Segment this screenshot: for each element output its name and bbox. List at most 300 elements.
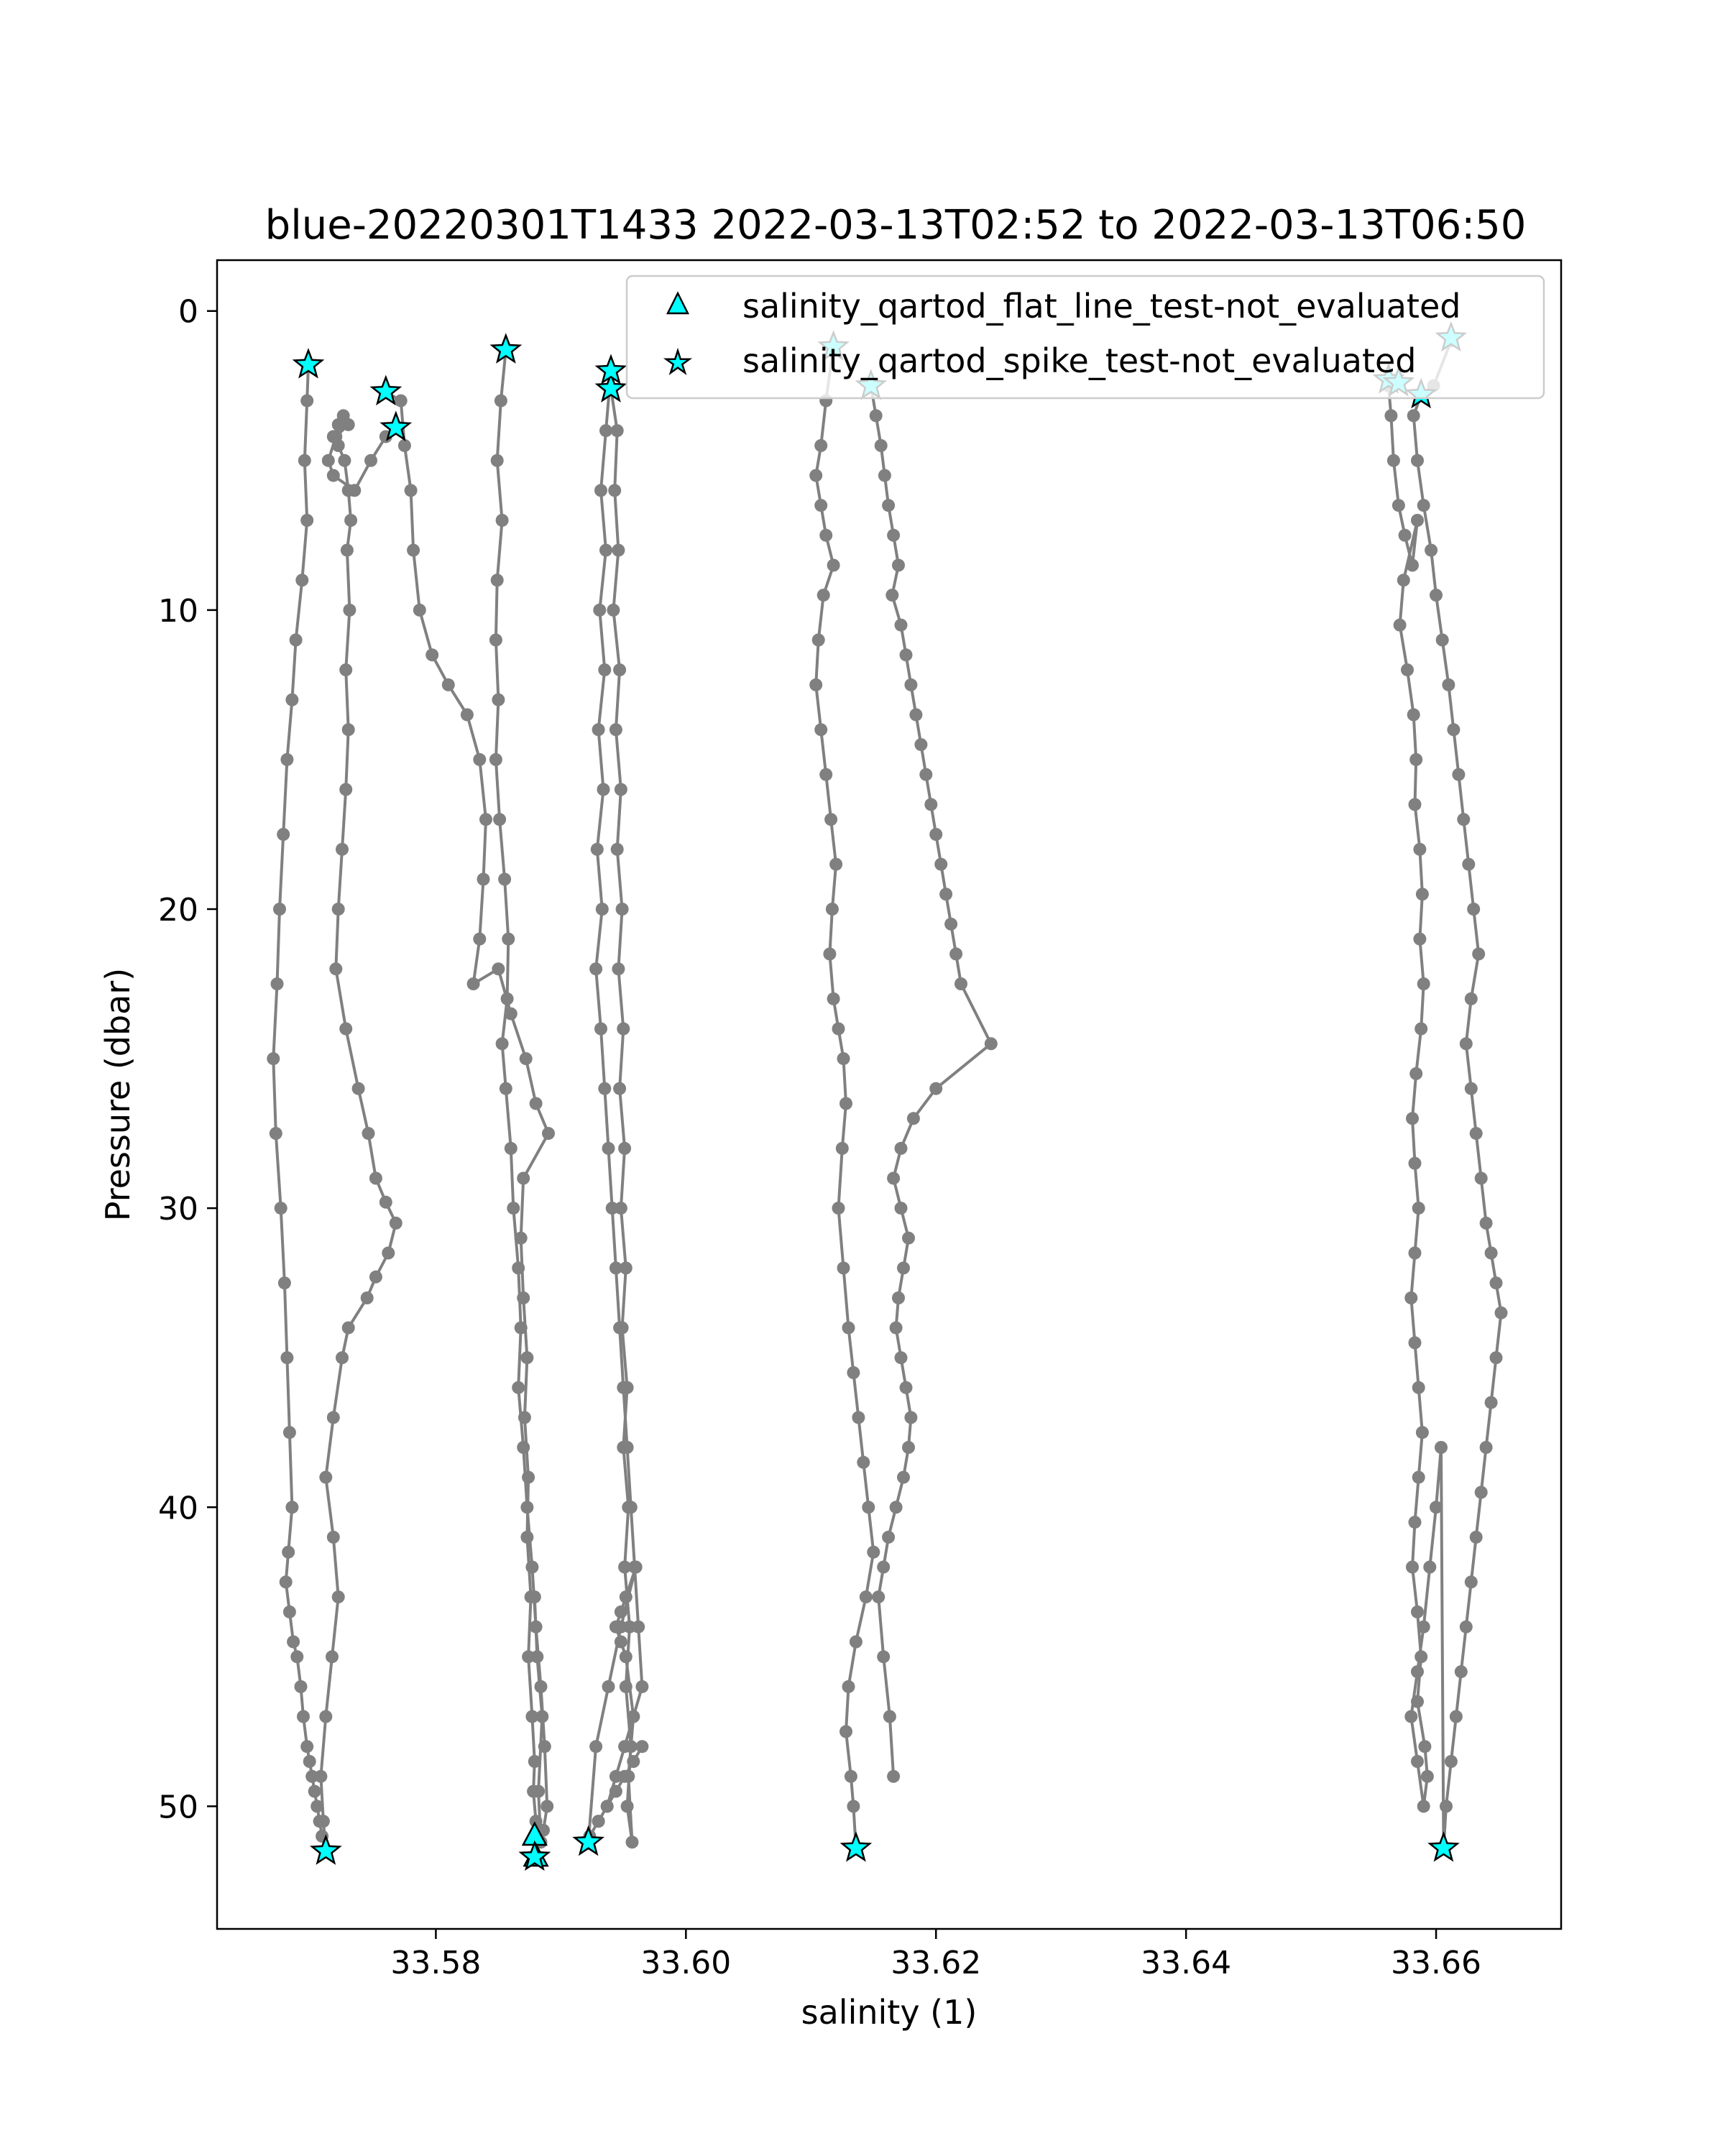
data-point [1411, 454, 1424, 467]
data-point [426, 648, 438, 661]
y-tick-label-5: 50 [158, 1789, 198, 1826]
data-point [1435, 1441, 1448, 1454]
data-point [413, 604, 426, 617]
data-point [283, 1426, 296, 1439]
data-point [895, 1351, 908, 1364]
data-point [1399, 529, 1412, 542]
data-point [882, 1531, 895, 1544]
data-point [907, 1112, 920, 1125]
data-point [836, 1142, 849, 1155]
data-point [515, 1322, 528, 1335]
data-point [608, 484, 621, 497]
data-point [1457, 813, 1470, 826]
data-point [611, 843, 624, 856]
data-point [1475, 1172, 1488, 1185]
x-tick-label-2: 33.62 [891, 1945, 982, 1981]
data-point [477, 872, 490, 885]
y-tick-label-0: 0 [178, 293, 198, 331]
data-point [934, 858, 947, 871]
data-point [620, 1650, 632, 1663]
data-point [596, 903, 609, 916]
data-point [1440, 1800, 1453, 1812]
data-point [501, 992, 514, 1005]
data-point [832, 1023, 845, 1036]
data-point [507, 1202, 520, 1215]
data-point [271, 977, 284, 990]
data-point [867, 1546, 880, 1559]
data-point [895, 1142, 908, 1155]
data-point [887, 529, 900, 542]
data-point [1384, 409, 1397, 422]
data-point [909, 709, 922, 722]
data-point [314, 1770, 327, 1783]
data-point [612, 544, 625, 557]
data-point [329, 962, 342, 975]
data-point [914, 738, 927, 751]
data-point [295, 1680, 308, 1693]
data-point [904, 1411, 917, 1424]
data-point [479, 813, 492, 826]
data-point [1495, 1307, 1508, 1319]
data-point [635, 1740, 648, 1753]
data-point [342, 1322, 355, 1335]
data-point [1411, 1665, 1424, 1678]
data-point [1450, 1710, 1463, 1723]
data-point [1430, 589, 1443, 602]
legend [627, 276, 1544, 398]
data-point [1406, 1561, 1419, 1574]
data-point [601, 1800, 614, 1812]
data-point [1416, 1426, 1429, 1439]
data-point [407, 544, 420, 557]
data-point [814, 499, 827, 512]
data-point [1425, 544, 1438, 557]
data-point [1445, 1755, 1458, 1768]
data-point [1412, 1471, 1425, 1484]
data-point [613, 1082, 626, 1095]
data-point [897, 1261, 910, 1274]
data-point [287, 1636, 300, 1649]
data-point [635, 1680, 648, 1693]
data-point [883, 1710, 896, 1723]
data-point [870, 409, 883, 422]
data-point [500, 1082, 512, 1095]
data-point [847, 1800, 860, 1812]
data-point [610, 1261, 622, 1274]
data-point [613, 1322, 626, 1335]
data-point [352, 1082, 365, 1095]
data-point [1413, 843, 1426, 856]
data-point [1490, 1276, 1503, 1289]
data-point [308, 1785, 321, 1798]
data-point [290, 634, 303, 647]
data-point [852, 1411, 865, 1424]
data-point [520, 1351, 533, 1364]
data-point [332, 1590, 345, 1603]
data-point [939, 888, 952, 900]
data-point [924, 798, 937, 811]
data-point [530, 1097, 543, 1110]
data-point [895, 1202, 908, 1215]
data-point [618, 1740, 631, 1753]
data-point [285, 694, 298, 706]
data-point [628, 1561, 641, 1574]
data-point [525, 1561, 538, 1574]
data-point [892, 559, 905, 572]
data-point [847, 1366, 860, 1379]
data-point [542, 1127, 555, 1140]
data-point [591, 843, 604, 856]
data-point [837, 1261, 850, 1274]
data-point [1417, 499, 1430, 512]
data-point [626, 1835, 639, 1848]
data-point [620, 1590, 632, 1603]
data-point [492, 962, 505, 975]
data-point [1412, 1381, 1425, 1394]
data-point [1462, 858, 1475, 871]
data-point [832, 1202, 845, 1215]
data-point [615, 783, 627, 796]
data-point [602, 1680, 615, 1693]
data-point [535, 1710, 548, 1723]
data-point [473, 933, 486, 946]
data-point [343, 604, 356, 617]
data-point [528, 1590, 541, 1603]
data-point [615, 1621, 627, 1634]
data-point [280, 1575, 293, 1588]
data-point [494, 395, 507, 407]
data-point [1465, 992, 1478, 1005]
data-point [1470, 1531, 1483, 1544]
x-tick-label-4: 33.66 [1391, 1945, 1482, 1981]
data-point [589, 1740, 602, 1753]
data-point [1407, 409, 1420, 422]
chart-title: blue-20220301T1433 2022-03-13T02:52 to 2022-03-13T06:50 [264, 202, 1527, 249]
data-point [512, 1381, 525, 1394]
data-point [845, 1770, 857, 1783]
data-point [618, 1770, 631, 1783]
data-point [890, 1322, 903, 1335]
y-tick-label-4: 40 [158, 1490, 198, 1527]
data-point [904, 678, 917, 691]
data-point [592, 1815, 605, 1828]
data-point [339, 783, 352, 796]
data-point [887, 1172, 900, 1185]
data-point [1407, 709, 1420, 722]
data-point [1472, 947, 1485, 960]
data-point [878, 469, 891, 482]
data-point [610, 723, 622, 736]
data-point [278, 1276, 291, 1289]
data-point [860, 1590, 873, 1603]
data-point [809, 469, 822, 482]
data-point [327, 1531, 340, 1544]
data-point [300, 395, 313, 407]
data-point [824, 813, 837, 826]
data-point [872, 1590, 885, 1603]
data-point [1485, 1247, 1498, 1260]
data-point [338, 454, 351, 467]
data-point [1412, 1202, 1425, 1215]
data-point [326, 1650, 339, 1663]
data-point [530, 1650, 543, 1663]
data-point [902, 1441, 915, 1454]
data-point [625, 1501, 638, 1514]
x-tick-label-1: 33.60 [640, 1945, 732, 1981]
data-point [1397, 573, 1410, 586]
data-point [809, 678, 822, 691]
data-point [517, 1441, 530, 1454]
data-point [1409, 798, 1422, 811]
data-point [837, 1052, 850, 1065]
data-point [1447, 723, 1460, 736]
data-point [1436, 634, 1449, 647]
data-point [1485, 1396, 1498, 1409]
data-point [1411, 1755, 1424, 1768]
data-point [540, 1800, 553, 1812]
data-point [538, 1740, 551, 1753]
data-point [275, 1202, 288, 1215]
data-point [827, 559, 840, 572]
data-point [1418, 1740, 1431, 1753]
x-axis-label: salinity (1) [801, 1993, 978, 2032]
data-point [840, 1725, 852, 1738]
data-point [498, 872, 511, 885]
data-point [615, 1606, 627, 1618]
data-point [599, 424, 612, 437]
data-point [1406, 1112, 1419, 1125]
data-point [857, 1456, 870, 1469]
data-point [1394, 619, 1407, 632]
data-point [1411, 1695, 1424, 1708]
data-point [342, 418, 355, 431]
data-point [1414, 1650, 1427, 1663]
data-point [1417, 1800, 1430, 1812]
data-point [327, 1411, 340, 1424]
data-point [319, 1710, 332, 1723]
data-point [339, 1023, 352, 1036]
data-point [1406, 559, 1419, 572]
data-point [944, 918, 957, 931]
data-point [817, 589, 830, 602]
data-point [489, 634, 502, 647]
data-point [1409, 1247, 1422, 1260]
data-point [1416, 888, 1429, 900]
data-point [1480, 1217, 1493, 1230]
data-point [616, 903, 629, 916]
data-point [589, 962, 602, 975]
data-point [826, 903, 839, 916]
data-point [491, 573, 504, 586]
data-point [520, 1501, 533, 1514]
data-point [621, 1441, 634, 1454]
data-point [613, 663, 626, 676]
data-point [895, 619, 908, 632]
data-point [1480, 1441, 1493, 1454]
data-point [332, 903, 345, 916]
data-point [887, 1770, 900, 1783]
data-point [1413, 933, 1426, 946]
data-point [902, 1232, 915, 1245]
data-point [1417, 1621, 1430, 1634]
data-point [369, 1172, 382, 1185]
data-point [594, 484, 607, 497]
data-point [493, 813, 506, 826]
data-point [823, 947, 836, 960]
data-point [339, 663, 352, 676]
data-point [620, 1680, 632, 1693]
data-point [467, 977, 480, 990]
data-point [1430, 1501, 1443, 1514]
data-point [1490, 1351, 1503, 1364]
data-point [517, 1172, 530, 1185]
data-point [491, 454, 504, 467]
data-point [530, 1621, 543, 1634]
data-point [303, 1755, 316, 1768]
data-point [442, 678, 455, 691]
data-point [319, 1471, 332, 1484]
data-point [598, 663, 611, 676]
data-point [270, 1127, 282, 1140]
data-point [611, 424, 624, 437]
data-point [362, 1127, 375, 1140]
data-point [1465, 1082, 1478, 1095]
data-point [1465, 1575, 1478, 1588]
data-point [336, 1351, 349, 1364]
data-point [621, 1800, 634, 1812]
data-point [886, 589, 898, 602]
data-point [329, 430, 342, 443]
data-point [344, 514, 357, 527]
data-point [1414, 1023, 1427, 1036]
data-point [496, 1037, 509, 1050]
data-point [627, 1710, 640, 1723]
data-point [1409, 1067, 1422, 1080]
data-point [283, 1606, 296, 1618]
data-point [341, 544, 354, 557]
data-point [599, 544, 612, 557]
data-point [592, 723, 605, 736]
y-tick-label-3: 30 [158, 1191, 198, 1228]
data-point [814, 439, 827, 452]
data-point [327, 469, 340, 482]
data-point [1411, 1606, 1424, 1618]
data-point [1404, 1710, 1417, 1723]
legend-label-flat-line: salinity_qartod_flat_line_test-not_evaluated [742, 287, 1461, 326]
data-point [502, 933, 515, 946]
data-point [612, 962, 625, 975]
data-point [819, 529, 832, 542]
data-point [615, 1636, 627, 1649]
data-point [273, 903, 286, 916]
data-point [890, 1501, 903, 1514]
data-point [1401, 663, 1414, 676]
data-point [985, 1037, 998, 1050]
data-point [489, 753, 502, 766]
data-point [829, 858, 842, 871]
data-point [1409, 1157, 1422, 1170]
y-tick-label-2: 20 [158, 892, 198, 929]
data-point [606, 1202, 619, 1215]
data-point [280, 1351, 293, 1364]
data-point [300, 1740, 313, 1753]
y-axis-label: Pressure (dbar) [98, 967, 137, 1222]
y-tick-label-1: 10 [158, 592, 198, 630]
data-point [627, 1755, 640, 1768]
data-point [618, 1142, 631, 1155]
data-point [593, 604, 606, 617]
data-point [380, 1196, 392, 1209]
data-point [949, 947, 962, 960]
data-point [364, 454, 377, 467]
data-point [461, 709, 474, 722]
data-point [520, 1531, 533, 1544]
data-point [336, 843, 349, 856]
data-point [900, 648, 913, 661]
data-point [1442, 678, 1455, 691]
data-point [382, 1247, 395, 1260]
data-point [1467, 903, 1480, 916]
data-point [505, 1142, 518, 1155]
data-point [282, 1546, 295, 1559]
data-point [369, 1271, 382, 1284]
data-point [919, 768, 932, 781]
data-point [473, 753, 486, 766]
data-point [395, 395, 408, 407]
data-point [617, 1023, 630, 1036]
data-point [954, 977, 967, 990]
data-point [814, 723, 827, 736]
data-point [405, 484, 418, 497]
data-point [496, 514, 509, 527]
data-point [280, 753, 293, 766]
data-point [342, 723, 355, 736]
data-point [1423, 1561, 1436, 1574]
data-point [862, 1501, 875, 1514]
data-point [390, 1217, 402, 1230]
data-point [1404, 1291, 1417, 1304]
data-point [1470, 1127, 1483, 1140]
data-point [594, 1023, 607, 1036]
legend-label-spike: salinity_qartod_spike_test-not_evaluated [742, 341, 1417, 380]
data-point [277, 828, 290, 841]
data-point [300, 514, 313, 527]
data-point [610, 1785, 622, 1798]
data-point [267, 1052, 280, 1065]
data-point [398, 439, 411, 452]
data-point [1392, 499, 1405, 512]
data-point [850, 1636, 862, 1649]
data-point [840, 1097, 852, 1110]
data-point [492, 694, 505, 706]
data-point [877, 1561, 890, 1574]
data-point [598, 1082, 611, 1095]
data-point [897, 1471, 910, 1484]
data-point [842, 1680, 855, 1693]
data-point [1409, 1516, 1422, 1529]
data-point [1411, 514, 1424, 527]
data-point [875, 439, 888, 452]
data-point [1455, 1665, 1468, 1678]
data-point [607, 604, 620, 617]
data-point [632, 1621, 645, 1634]
data-point [295, 573, 308, 586]
data-point [520, 1052, 533, 1065]
data-point [1475, 1486, 1488, 1499]
data-point [348, 484, 361, 497]
data-point [842, 1322, 855, 1335]
data-point [617, 1381, 630, 1394]
